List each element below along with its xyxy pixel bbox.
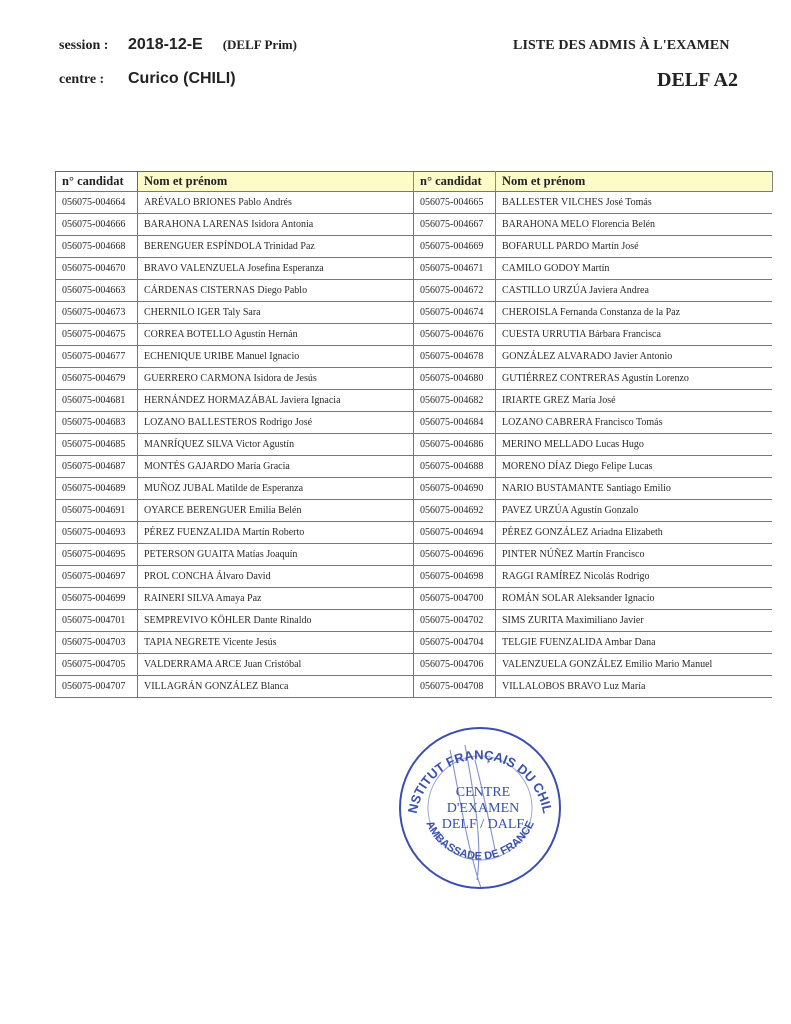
candidate-name: CASTILLO URZÚA Javiera Andrea (496, 280, 773, 302)
candidate-number: 056075-004669 (414, 236, 496, 258)
candidate-name: RAINERI SILVA Amaya Paz (138, 588, 414, 610)
candidate-name: BOFARULL PARDO Martín José (496, 236, 773, 258)
document-header-left (59, 36, 297, 104)
stamp-line-1: CENTRE (455, 785, 511, 800)
candidate-name: BRAVO VALENZUELA Josefina Esperanza (138, 258, 414, 280)
candidate-number: 056075-004693 (56, 522, 138, 544)
candidate-name: BALLESTER VILCHES José Tomás (496, 192, 773, 214)
candidate-number: 056075-004676 (414, 324, 496, 346)
exam-level: DELF A2 (657, 69, 738, 91)
candidate-name: CAMILO GODOY Martín (496, 258, 773, 280)
candidate-number: 056075-004691 (56, 500, 138, 522)
candidate-number: 056075-004708 (414, 676, 496, 698)
candidate-number: 056075-004695 (56, 544, 138, 566)
candidate-name: PROL CONCHA Álvaro David (138, 566, 414, 588)
stamp-line-2: D'EXAMEN (446, 801, 520, 816)
stamp-bottom-text: AMBASSADE DE FRANCE (423, 819, 537, 863)
candidate-name: HERNÁNDEZ HORMAZÁBAL Javiera Ignacia (138, 390, 414, 412)
table-row (56, 566, 773, 588)
candidate-number: 056075-004687 (56, 456, 138, 478)
column-header-name-2: Nom et prénom (496, 172, 773, 192)
centre-label: centre : (59, 72, 105, 87)
candidate-number: 056075-004674 (414, 302, 496, 324)
candidate-number: 056075-004704 (414, 632, 496, 654)
candidate-number: 056075-004679 (56, 368, 138, 390)
table-row (56, 456, 773, 478)
candidate-number: 056075-004702 (414, 610, 496, 632)
table-row (56, 346, 773, 368)
candidate-name: PAVEZ URZÚA Agustín Gonzalo (496, 500, 773, 522)
candidate-name: PÉREZ FUENZALIDA Martín Roberto (138, 522, 414, 544)
candidate-name: BARAHONA MELO Florencia Belén (496, 214, 773, 236)
candidate-number: 056075-004692 (414, 500, 496, 522)
candidate-number: 056075-004700 (414, 588, 496, 610)
candidate-number: 056075-004666 (56, 214, 138, 236)
table-row (56, 610, 773, 632)
candidate-name: CHEROISLA Fernanda Constanza de la Paz (496, 302, 773, 324)
list-title: LISTE DES ADMIS À L'EXAMEN (513, 38, 730, 53)
table-row (56, 214, 773, 236)
table-row (56, 654, 773, 676)
table-row (56, 324, 773, 346)
table-row (56, 192, 773, 214)
candidate-name: ROMÁN SOLAR Aleksander Ignacio (496, 588, 773, 610)
candidate-name: CHERNILO IGER Taly Sara (138, 302, 414, 324)
candidate-name: MUÑOZ JUBAL Matilde de Esperanza (138, 478, 414, 500)
table-row (56, 302, 773, 324)
session-note: (DELF Prim) (222, 37, 297, 52)
candidate-number: 056075-004701 (56, 610, 138, 632)
candidate-name: TAPIA NEGRETE Vicente Jesús (138, 632, 414, 654)
candidate-name: IRIARTE GREZ María José (496, 390, 773, 412)
candidate-name: CORREA BOTELLO Agustín Hernán (138, 324, 414, 346)
candidate-name: MONTÉS GAJARDO María Gracia (138, 456, 414, 478)
candidate-name: BARAHONA LARENAS Isidora Antonia (138, 214, 414, 236)
table-row (56, 588, 773, 610)
candidate-name: GONZÁLEZ ALVARADO Javier Antonio (496, 346, 773, 368)
candidate-name: VALENZUELA GONZÁLEZ Emilio Mario Manuel (496, 654, 773, 676)
candidate-number: 056075-004663 (56, 280, 138, 302)
table-row (56, 368, 773, 390)
stamp-line-3: DELF / DALF (441, 817, 525, 832)
stamp-top-text: NSTITUT FRANÇAIS DU CHIL (404, 747, 556, 815)
candidate-name: OYARCE BERENGUER Emilia Belén (138, 500, 414, 522)
candidate-number: 056075-004683 (56, 412, 138, 434)
centre-row (59, 70, 297, 104)
candidate-number: 056075-004703 (56, 632, 138, 654)
candidate-name: CUESTA URRUTIA Bárbara Francisca (496, 324, 773, 346)
candidate-name: LOZANO CABRERA Francisco Tomás (496, 412, 773, 434)
table-header-row (56, 172, 773, 192)
candidate-name: BERENGUER ESPÍNDOLA Trinidad Paz (138, 236, 414, 258)
candidate-name: GUERRERO CARMONA Isidora de Jesús (138, 368, 414, 390)
candidate-name: PINTER NÚÑEZ Martín Francisco (496, 544, 773, 566)
candidate-number: 056075-004686 (414, 434, 496, 456)
candidate-number: 056075-004673 (56, 302, 138, 324)
candidate-number: 056075-004665 (414, 192, 496, 214)
column-header-candidate-number: n° candidat (56, 172, 138, 192)
candidate-number: 056075-004670 (56, 258, 138, 280)
candidate-name: MANRÍQUEZ SILVA Victor Agustín (138, 434, 414, 456)
candidate-number: 056075-004699 (56, 588, 138, 610)
candidate-number: 056075-004696 (414, 544, 496, 566)
candidate-name: RAGGI RAMÍREZ Nicolás Rodrigo (496, 566, 773, 588)
candidate-number: 056075-004682 (414, 390, 496, 412)
candidate-name: PÉREZ GONZÁLEZ Ariadna Elizabeth (496, 522, 773, 544)
table-row (56, 632, 773, 654)
centre-value: Curico (CHILI) (128, 70, 236, 87)
candidate-number: 056075-004667 (414, 214, 496, 236)
session-label: session : (59, 38, 109, 53)
column-header-candidate-number-2: n° candidat (414, 172, 496, 192)
table-row (56, 258, 773, 280)
candidate-number: 056075-004680 (414, 368, 496, 390)
candidate-name: PETERSON GUAITA Matías Joaquín (138, 544, 414, 566)
table-row (56, 478, 773, 500)
candidate-name: VALDERRAMA ARCE Juan Cristóbal (138, 654, 414, 676)
candidate-number: 056075-004664 (56, 192, 138, 214)
candidate-number: 056075-004706 (414, 654, 496, 676)
candidate-name: TELGIE FUENZALIDA Ambar Dana (496, 632, 773, 654)
table-row (56, 500, 773, 522)
candidate-number: 056075-004694 (414, 522, 496, 544)
candidate-name: GUTIÉRREZ CONTRERAS Agustín Lorenzo (496, 368, 773, 390)
table-row (56, 522, 773, 544)
table-row (56, 434, 773, 456)
candidate-number: 056075-004705 (56, 654, 138, 676)
candidate-number: 056075-004690 (414, 478, 496, 500)
candidate-number: 056075-004681 (56, 390, 138, 412)
candidate-name: SIMS ZURITA Maximiliano Javier (496, 610, 773, 632)
candidate-number: 056075-004697 (56, 566, 138, 588)
table-row (56, 676, 773, 698)
session-value: 2018-12-E (128, 36, 203, 53)
table-row (56, 544, 773, 566)
candidate-number: 056075-004677 (56, 346, 138, 368)
candidate-name: ARÉVALO BRIONES Pablo Andrés (138, 192, 414, 214)
candidate-number: 056075-004668 (56, 236, 138, 258)
candidate-name: MERINO MELLADO Lucas Hugo (496, 434, 773, 456)
candidate-number: 056075-004698 (414, 566, 496, 588)
candidate-name: ECHENIQUE URIBE Manuel Ignacio (138, 346, 414, 368)
official-stamp (395, 720, 565, 890)
candidate-number: 056075-004684 (414, 412, 496, 434)
candidate-name: SEMPREVIVO KÖHLER Dante Rinaldo (138, 610, 414, 632)
candidate-number: 056075-004685 (56, 434, 138, 456)
candidate-number: 056075-004672 (414, 280, 496, 302)
candidate-number: 056075-004671 (414, 258, 496, 280)
session-row (59, 36, 297, 70)
candidate-name: VILLALOBOS BRAVO Luz María (496, 676, 773, 698)
candidate-name: CÁRDENAS CISTERNAS Diego Pablo (138, 280, 414, 302)
stamp-graphic (395, 720, 565, 890)
table-row (56, 280, 773, 302)
column-header-name: Nom et prénom (138, 172, 414, 192)
candidate-number: 056075-004707 (56, 676, 138, 698)
candidate-name: NARIO BUSTAMANTE Santiago Emilio (496, 478, 773, 500)
table-row (56, 412, 773, 434)
candidate-name: VILLAGRÁN GONZÁLEZ Blanca (138, 676, 414, 698)
admitted-candidates-table (55, 171, 773, 698)
candidate-number: 056075-004675 (56, 324, 138, 346)
candidate-number: 056075-004678 (414, 346, 496, 368)
table-row (56, 390, 773, 412)
candidate-number: 056075-004688 (414, 456, 496, 478)
candidate-name: LOZANO BALLESTEROS Rodrigo José (138, 412, 414, 434)
candidate-number: 056075-004689 (56, 478, 138, 500)
candidate-name: MORENO DÍAZ Diego Felipe Lucas (496, 456, 773, 478)
table-row (56, 236, 773, 258)
